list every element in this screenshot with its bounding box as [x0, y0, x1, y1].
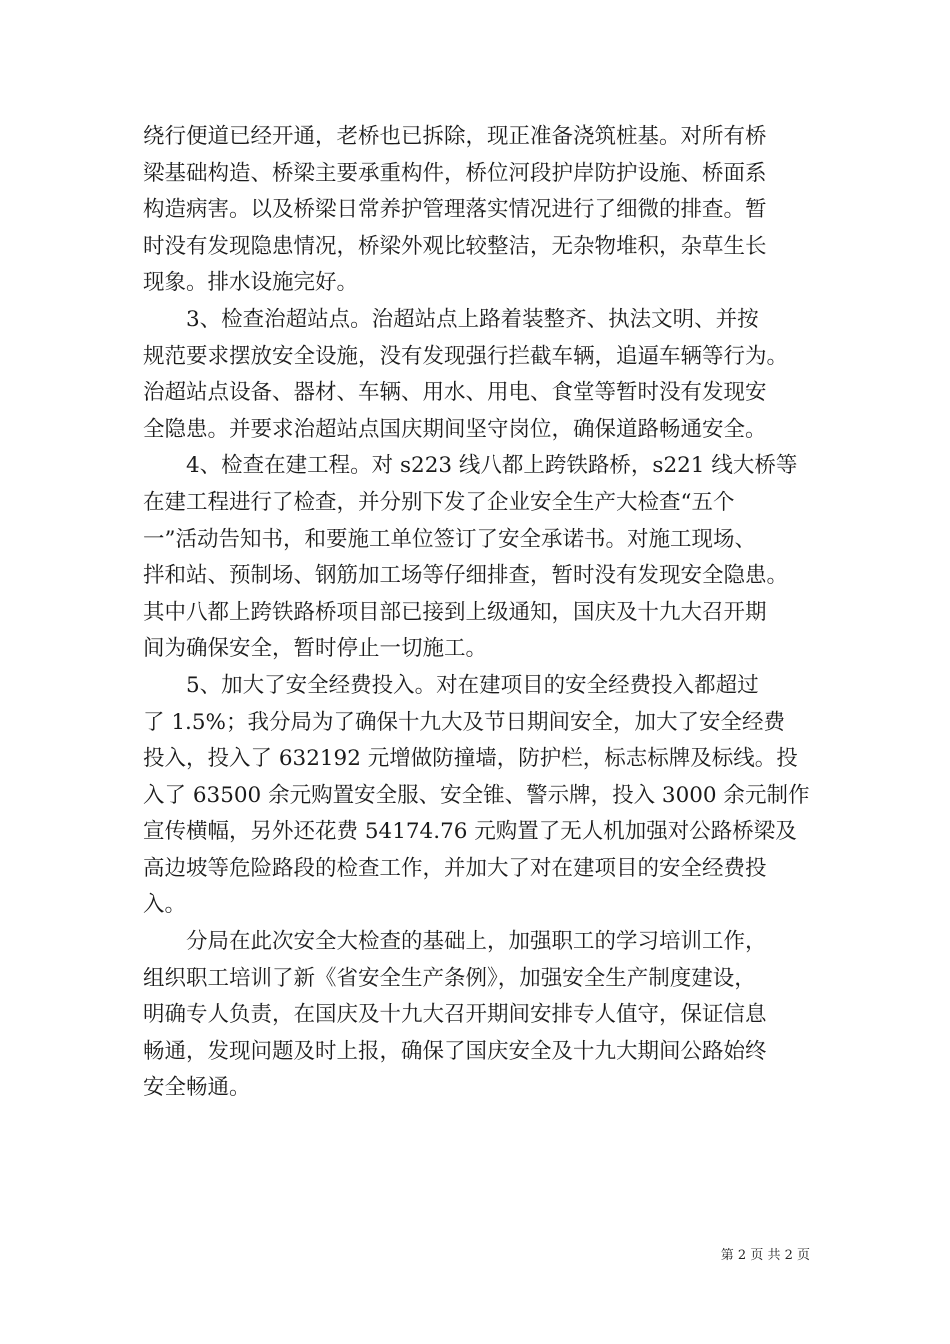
text-line: 投入，投入了 632192 元增做防撞墙，防护栏，标志标牌及标线。投 — [143, 746, 798, 772]
text-line: 3、检查治超站点。治超站点上路着装整齐、执法文明、并按 — [186, 306, 759, 332]
text-line: 一”活动告知书，和要施工单位签订了安全承诺书。对施工现场、 — [143, 526, 756, 552]
text-line: 全隐患。并要求治超站点国庆期间坚守岗位，确保道路畅通安全。 — [143, 416, 767, 442]
text-line: 宣传横幅，另外还花费 54174.76 元购置了无人机加强对公路桥梁及 — [143, 819, 797, 845]
text-line: 入了 63500 余元购置安全服、安全锥、警示牌，投入 3000 余元制作 — [143, 782, 810, 808]
paragraph-summary — [143, 924, 813, 1107]
paragraph-overload-station — [143, 302, 813, 448]
text-line: 分局在此次安全大检查的基础上，加强职工的学习培训工作， — [186, 929, 767, 955]
text-line: 5、加大了安全经费投入。对在建项目的安全经费投入都超过 — [186, 672, 759, 698]
text-line: 安全畅通。 — [143, 1075, 251, 1101]
paragraph-safety-funding — [143, 668, 813, 924]
text-line: 构造病害。以及桥梁日常养护管理落实情况进行了细微的排查。暂 — [143, 197, 767, 223]
text-line: 规范要求摆放安全设施，没有发现强行拦截车辆，追逼车辆等行为。 — [143, 343, 789, 369]
text-line: 在建工程进行了检查，并分别下发了企业安全生产大检查“五个 — [143, 489, 735, 515]
paragraph-bridge-inspection — [143, 119, 813, 302]
text-line: 治超站点设备、器材、车辆、用水、用电、食堂等暂时没有发现安 — [143, 380, 767, 406]
text-line: 其中八都上跨铁路桥项目部已接到上级通知，国庆及十九大召开期 — [143, 599, 767, 625]
page-number: 第 2 页 共 2 页 — [720, 1248, 810, 1263]
text-line: 4、检查在建工程。对 s223 线八都上跨铁路桥，s221 线大桥等 — [186, 453, 798, 479]
text-line: 时没有发现隐患情况，桥梁外观比较整洁，无杂物堆积，杂草生长 — [143, 233, 767, 259]
document-body — [143, 119, 813, 1107]
text-line: 绕行便道已经开通，老桥也已拆除，现正准备浇筑桩基。对所有桥 — [143, 124, 767, 149]
text-line: 明确专人负责，在国庆及十九大召开期间安排专人值守，保证信息 — [143, 1002, 767, 1028]
text-line: 畅通，发现问题及时上报，确保了国庆安全及十九大期间公路始终 — [143, 1038, 767, 1064]
text-line: 高边坡等危险路段的检查工作，并加大了对在建项目的安全经费投 — [143, 855, 767, 881]
text-line: 拌和站、预制场、钢筋加工场等仔细排查，暂时没有发现安全隐患。 — [143, 563, 789, 589]
text-line: 组织职工培训了新《省安全生产条例》，加强安全生产制度建设， — [143, 965, 756, 991]
text-line: 现象。排水设施完好。 — [143, 270, 359, 296]
text-line: 入。 — [143, 892, 187, 918]
text-line: 间为确保安全，暂时停止一切施工。 — [143, 636, 488, 662]
paragraph-construction-projects — [143, 448, 813, 668]
text-line: 梁基础构造、桥梁主要承重构件，桥位河段护岸防护设施、桥面系 — [143, 160, 767, 186]
text-line: 了 1.5%；我分局为了确保十九大及节日期间安全，加大了安全经费 — [143, 709, 785, 735]
